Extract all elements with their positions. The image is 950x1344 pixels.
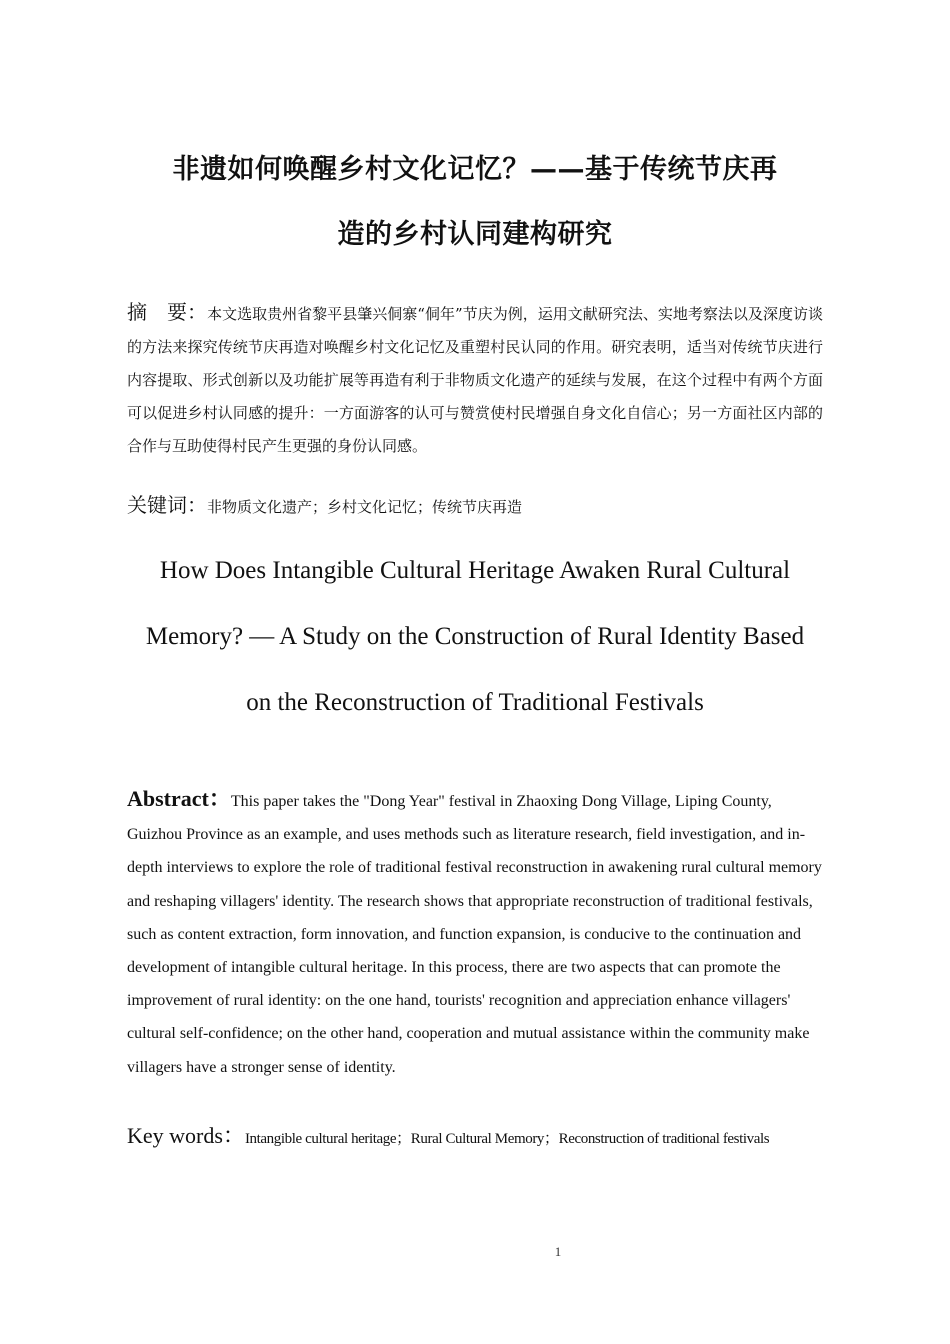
english-keywords [127,1124,823,1151]
chinese-keywords-text: 非物质文化遗产；乡村文化记忆；传统节庆再造 [207,498,523,516]
chinese-title-line-2: 造的乡村认同建构研究 [337,219,613,250]
chinese-title-line-1: 非遗如何唤醒乡村文化记忆？——基于传统节庆再 [172,154,778,185]
english-abstract-label: Abstract： [127,786,231,811]
english-keywords-label: Key words： [127,1123,245,1148]
english-keywords-text: Intangible cultural heritage；Rural Cultural Memory；Reconstruction of traditional festivals [244,1131,770,1147]
chinese-keywords [127,490,823,522]
english-abstract [127,782,823,1084]
chinese-abstract [127,296,823,463]
english-abstract-text: This paper takes the "Dong Year" festival in Zhaoxing Dong Village, Liping County, Guizhou Province as an example, and uses methods such as literature research, field investigation, and in-depth interviews to explore the role of traditional festival reconstruction in awakening rural cultural memory and reshaping villagers' identity. The research shows that appropriate reconstruction of traditional festivals, such as content extraction, form innovation, and function expansion, is conducive to the continuation and development of intangible cultural heritage. In this process, there are two aspects that can promote the improvement of rural identity: on the one hand, tourists' recognition and appreciation enhance villagers' cultural self-confidence; on the other hand, cooperation and mutual assistance within the community make villagers have a stronger sense of identity. [127,793,822,1076]
chinese-abstract-text: 本文选取贵州省黎平县肇兴侗寨“侗年”节庆为例，运用文献研究法、实地考察法以及深度访谈的方法来探究传统节庆再造对唤醒乡村文化记忆及重塑村民认同的作用。研究表明，适当对传统节庆进行内容提取、形式创新以及功能扩展等再造有利于非物质文化遗产的延续与发展，在这个过程中有两个方面可以促进乡村认同感的提升：一方面游客的认可与赞赏使村民增强自身文化自信心；另一方面社区内部的合作与互助使得村民产生更强的身份认同感。 [127,305,824,455]
chinese-abstract-label: 摘 要： [127,300,208,324]
chinese-keywords-label: 关键词： [127,493,207,517]
english-title-line-3: on the Reconstruction of Traditional Festivals [246,689,704,716]
page-number: 1 [554,1244,562,1259]
english-title-line-2: Memory? — A Study on the Construction of Rural Identity Based [145,623,805,650]
english-title-line-1: How Does Intangible Cultural Heritage Awaken Rural Cultural [159,557,791,584]
